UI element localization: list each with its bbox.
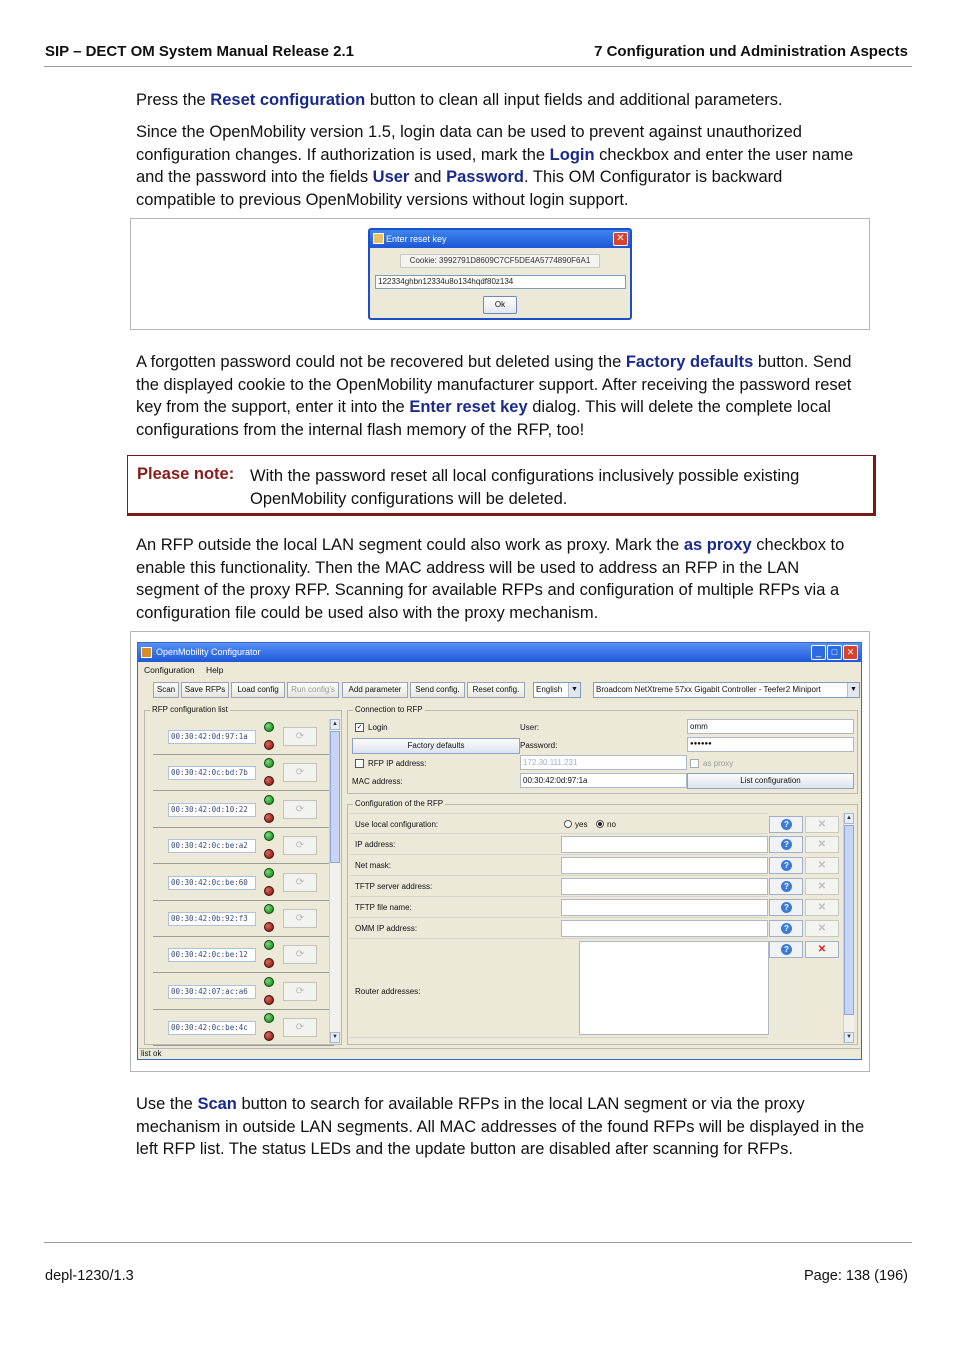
status-led-green-icon bbox=[264, 722, 274, 732]
status-led-green-icon bbox=[264, 1013, 274, 1023]
status-led-red-icon bbox=[264, 776, 274, 786]
keyword-factory-defaults: Factory defaults bbox=[625, 353, 754, 371]
header-rule bbox=[44, 66, 912, 67]
note-label: Please note: bbox=[137, 465, 235, 483]
delete-icon[interactable]: ✕ bbox=[805, 941, 839, 958]
paragraph-login bbox=[136, 121, 866, 211]
status-led-red-icon bbox=[264, 813, 274, 823]
connection-title: Connection to RFP bbox=[355, 705, 423, 714]
scan-button[interactable]: Scan bbox=[153, 682, 179, 698]
router-label: Router addresses: bbox=[355, 987, 421, 996]
paragraph-reset bbox=[136, 89, 866, 112]
status-led-green-icon bbox=[264, 758, 274, 768]
config-scrollbar[interactable] bbox=[843, 813, 854, 1043]
maximize-icon[interactable]: □ bbox=[827, 645, 842, 660]
load-config-button[interactable]: Load config bbox=[231, 682, 285, 698]
window-title: OpenMobility Configurator bbox=[156, 647, 261, 657]
text: dialog. This will delete the complete local configurations from the internal flash memory of the RFP, too! bbox=[136, 398, 831, 439]
scroll-down-icon[interactable]: ▼ bbox=[330, 1032, 340, 1043]
status-bar: list ok bbox=[139, 1048, 860, 1059]
use-local-label: Use local configuration: bbox=[355, 820, 439, 829]
list-configuration-button[interactable]: List configuration bbox=[687, 773, 854, 789]
menu-help[interactable]: Help bbox=[205, 665, 224, 675]
text: Use the bbox=[136, 1095, 198, 1113]
language-value: English bbox=[536, 685, 563, 694]
scroll-up-icon[interactable]: ▲ bbox=[330, 719, 340, 730]
text: and bbox=[409, 168, 447, 186]
menu-configuration[interactable]: Configuration bbox=[144, 665, 195, 675]
rfp-list-group bbox=[144, 705, 342, 1045]
help-icon[interactable] bbox=[769, 920, 803, 937]
scroll-thumb[interactable] bbox=[330, 731, 340, 863]
footer-rule bbox=[44, 1242, 912, 1243]
delete-icon[interactable]: ✕ bbox=[805, 899, 839, 916]
status-led-green-icon bbox=[264, 904, 274, 914]
update-button[interactable]: ⟳ bbox=[283, 945, 317, 964]
router-addresses-row bbox=[350, 939, 827, 1038]
close-icon[interactable]: ✕ bbox=[843, 645, 858, 660]
footer-right: Page: 138 (196) bbox=[804, 1268, 908, 1284]
app-icon bbox=[141, 647, 152, 658]
update-button[interactable]: ⟳ bbox=[283, 763, 317, 782]
update-button[interactable]: ⟳ bbox=[283, 1018, 317, 1037]
config-row-input[interactable] bbox=[561, 857, 768, 874]
dialog-title: Enter reset key bbox=[386, 234, 447, 244]
config-row-input[interactable] bbox=[561, 920, 768, 937]
config-row-label: IP address: bbox=[355, 840, 396, 849]
text: Press the bbox=[136, 91, 211, 109]
rfp-list-scrollbar[interactable] bbox=[329, 719, 340, 1043]
chevron-down-icon: ▼ bbox=[847, 683, 859, 697]
text: checkbox to enable this functionality. Then the MAC address will be used to address an RFP in the LAN segment of the proxy RFP. Scanning for available RFPs and configuration of multiple RFPs via a configuration file could be used also with the proxy mechanism. bbox=[136, 536, 845, 622]
reset-key-input[interactable]: 122334ghbn12334u8o134hqdf80z134 bbox=[375, 275, 626, 289]
update-button[interactable]: ⟳ bbox=[283, 800, 317, 819]
status-led-green-icon bbox=[264, 868, 274, 878]
rfp-list-item[interactable] bbox=[153, 1010, 334, 1046]
as-proxy-label: as proxy bbox=[703, 759, 734, 768]
status-led-red-icon bbox=[264, 886, 274, 896]
rfp-list-item[interactable] bbox=[153, 755, 334, 791]
text: button to search for available RFPs in the local LAN segment or via the proxy mechanism in outside LAN segments. All MAC addresses of the found RFPs will be displayed in the left RFP list. The status LEDs and the update button are disabled after scanning for RFPs. bbox=[136, 1095, 865, 1158]
text: button to clean all input fields and additional parameters. bbox=[365, 91, 783, 109]
rfp-mac-field: 00:30:42:0c:be:12 bbox=[168, 948, 256, 962]
rfp-list-item[interactable] bbox=[153, 719, 334, 755]
password-label: Password: bbox=[520, 741, 558, 750]
help-icon[interactable] bbox=[769, 836, 803, 853]
rfp-ip-label: RFP IP address: bbox=[368, 759, 427, 768]
java-icon bbox=[373, 233, 384, 244]
user-label: User: bbox=[520, 723, 540, 732]
save-rfps-button[interactable]: Save RFPs bbox=[181, 682, 229, 698]
text: An RFP outside the local LAN segment could also work as proxy. Mark the bbox=[136, 536, 684, 554]
menubar bbox=[138, 663, 861, 678]
note-text: With the password reset all local configurations inclusively possible existing OpenMobility configurations will be deleted. bbox=[250, 467, 800, 508]
status-led-green-icon bbox=[264, 940, 274, 950]
toolbar bbox=[138, 680, 861, 700]
config-row bbox=[350, 834, 827, 855]
text: button. Send the displayed cookie to the OpenMobility manufacturer support. After receiving the password reset key from the support, enter it into the bbox=[136, 353, 852, 416]
rfp-list-item[interactable] bbox=[153, 792, 334, 828]
help-icon[interactable] bbox=[769, 878, 803, 895]
rfp-mac-field: 00:30:42:0d:10:22 bbox=[168, 803, 256, 817]
yes-label: yes bbox=[575, 820, 588, 829]
config-row-label: Net mask: bbox=[355, 861, 392, 870]
no-label: no bbox=[607, 820, 616, 829]
scroll-down-icon[interactable]: ▼ bbox=[844, 1032, 854, 1043]
login-label: Login bbox=[368, 723, 388, 732]
footer-left: depl-1230/1.3 bbox=[45, 1268, 134, 1284]
status-led-red-icon bbox=[264, 849, 274, 859]
password-input[interactable]: ●●●●●● bbox=[687, 737, 854, 752]
rfp-mac-field: 00:30:42:0c:be:a2 bbox=[168, 839, 256, 853]
scroll-thumb[interactable] bbox=[844, 825, 854, 1015]
router-addresses-list[interactable] bbox=[579, 941, 769, 1035]
note-box bbox=[127, 455, 876, 516]
close-icon[interactable]: ✕ bbox=[613, 232, 628, 246]
config-row bbox=[350, 897, 827, 918]
login-checkbox[interactable]: ✓ bbox=[356, 724, 363, 731]
rfp-mac-field: 00:30:42:07:ac:a6 bbox=[168, 985, 256, 999]
ok-button[interactable]: Ok bbox=[483, 296, 517, 314]
status-led-green-icon bbox=[264, 831, 274, 841]
status-led-green-icon bbox=[264, 977, 274, 987]
keyword-password: Password bbox=[446, 168, 525, 186]
paragraph-factory-defaults bbox=[136, 351, 866, 441]
keyword-login: Login bbox=[549, 145, 595, 164]
rfp-config-group bbox=[347, 799, 858, 1045]
use-local-config-row bbox=[350, 813, 827, 834]
keyword-reset-configuration: Reset configuration bbox=[210, 91, 366, 109]
adapter-value: Broadcom NetXtreme 57xx Gigabit Controller - Teefer2 Miniport bbox=[596, 685, 821, 694]
reset-key-dialog bbox=[368, 228, 632, 320]
update-button[interactable]: ⟳ bbox=[283, 836, 317, 855]
yes-radio[interactable] bbox=[564, 820, 572, 828]
connection-group bbox=[347, 705, 858, 794]
rfp-mac-field: 00:30:42:0c:be:60 bbox=[168, 876, 256, 890]
cookie-field: Cookie: 3992791D8609C7CF5DE4A5774890F6A1 bbox=[400, 254, 600, 268]
dialog-titlebar bbox=[370, 230, 630, 248]
header-right: 7 Configuration und Administration Aspects bbox=[594, 43, 908, 60]
minimize-icon[interactable]: _ bbox=[811, 645, 826, 660]
text: . This OM Configurator is backward compatible to previous OpenMobility versions without login support. bbox=[136, 168, 783, 209]
rfp-mac-field: 00:30:42:0c:be:4c bbox=[168, 1021, 256, 1035]
paragraph-proxy bbox=[136, 534, 866, 624]
mac-label: MAC address: bbox=[352, 777, 403, 786]
rfp-list-item[interactable] bbox=[153, 901, 334, 937]
config-row bbox=[350, 855, 827, 876]
run-configs-button[interactable]: Run config's bbox=[287, 682, 339, 698]
language-select[interactable] bbox=[533, 682, 581, 698]
status-led-red-icon bbox=[264, 1031, 274, 1041]
status-led-red-icon bbox=[264, 958, 274, 968]
help-icon[interactable] bbox=[769, 816, 803, 833]
rfp-ip-checkbox[interactable] bbox=[355, 759, 364, 768]
help-icon[interactable] bbox=[769, 941, 803, 958]
config-row-label: TFTP server address: bbox=[355, 882, 433, 891]
update-button[interactable]: ⟳ bbox=[283, 982, 317, 1001]
no-radio[interactable] bbox=[596, 820, 604, 828]
rfp-mac-field: 00:30:42:0b:92:f3 bbox=[168, 912, 256, 926]
chevron-down-icon: ▼ bbox=[568, 683, 580, 697]
configurator-window bbox=[137, 642, 862, 1060]
scroll-up-icon[interactable]: ▲ bbox=[844, 813, 854, 824]
status-led-green-icon bbox=[264, 795, 274, 805]
text: Since the OpenMobility version 1.5, login data can be used to prevent against unauthorized configuration changes. If authorization is used, mark the bbox=[136, 123, 802, 164]
config-row-label: OMM IP address: bbox=[355, 924, 418, 933]
user-input[interactable]: omm bbox=[687, 719, 854, 734]
config-row-input[interactable] bbox=[561, 878, 768, 895]
factory-defaults-button[interactable]: Factory defaults bbox=[352, 738, 520, 754]
mac-input[interactable]: 00:30:42:0d:97:1a bbox=[520, 773, 687, 788]
delete-icon[interactable]: ✕ bbox=[805, 816, 839, 833]
text: checkbox and enter the user name and the password into the fields bbox=[136, 145, 854, 186]
keyword-scan: Scan bbox=[197, 1095, 237, 1113]
config-row bbox=[350, 918, 827, 939]
status-led-red-icon bbox=[264, 740, 274, 750]
adapter-select[interactable] bbox=[593, 682, 860, 698]
rfp-mac-field: 00:30:42:0d:97:1a bbox=[168, 730, 256, 744]
help-icon[interactable] bbox=[769, 899, 803, 916]
send-config-button[interactable]: Send config. bbox=[410, 682, 465, 698]
window-titlebar bbox=[138, 643, 861, 662]
as-proxy-checkbox[interactable] bbox=[690, 759, 699, 768]
update-button[interactable]: ⟳ bbox=[283, 873, 317, 892]
config-row bbox=[350, 876, 827, 897]
config-row-label: TFTP file name: bbox=[355, 903, 412, 912]
reset-config-button[interactable]: Reset config. bbox=[467, 682, 525, 698]
config-row-input[interactable] bbox=[561, 836, 768, 853]
rfp-list-item[interactable] bbox=[153, 937, 334, 973]
update-button[interactable]: ⟳ bbox=[283, 727, 317, 746]
rfp-list-item[interactable] bbox=[153, 974, 334, 1010]
keyword-user: User bbox=[372, 168, 410, 186]
add-parameter-button[interactable]: Add parameter bbox=[342, 682, 408, 698]
rfp-ip-input[interactable]: 172.30.111.231 bbox=[520, 755, 687, 770]
text: A forgotten password could not be recovered but deleted using the bbox=[136, 353, 626, 371]
status-led-red-icon bbox=[264, 922, 274, 932]
header-left: SIP – DECT OM System Manual Release 2.1 bbox=[45, 43, 355, 60]
delete-icon[interactable]: ✕ bbox=[805, 878, 839, 895]
paragraph-scan bbox=[136, 1093, 866, 1161]
rfp-config-title: Configuration of the RFP bbox=[355, 799, 444, 808]
delete-icon[interactable]: ✕ bbox=[805, 857, 839, 874]
delete-icon[interactable]: ✕ bbox=[805, 920, 839, 937]
keyword-enter-reset-key: Enter reset key bbox=[409, 398, 528, 416]
rfp-list-title: RFP configuration list bbox=[152, 705, 228, 714]
rfp-list-item[interactable] bbox=[153, 828, 334, 864]
rfp-list-item[interactable] bbox=[153, 865, 334, 901]
config-row-input[interactable] bbox=[561, 899, 768, 916]
keyword-as-proxy: as proxy bbox=[683, 536, 752, 554]
status-led-red-icon bbox=[264, 995, 274, 1005]
help-icon[interactable] bbox=[769, 857, 803, 874]
delete-icon[interactable]: ✕ bbox=[805, 836, 839, 853]
rfp-mac-field: 00:30:42:0c:bd:7b bbox=[168, 766, 256, 780]
update-button[interactable]: ⟳ bbox=[283, 909, 317, 928]
